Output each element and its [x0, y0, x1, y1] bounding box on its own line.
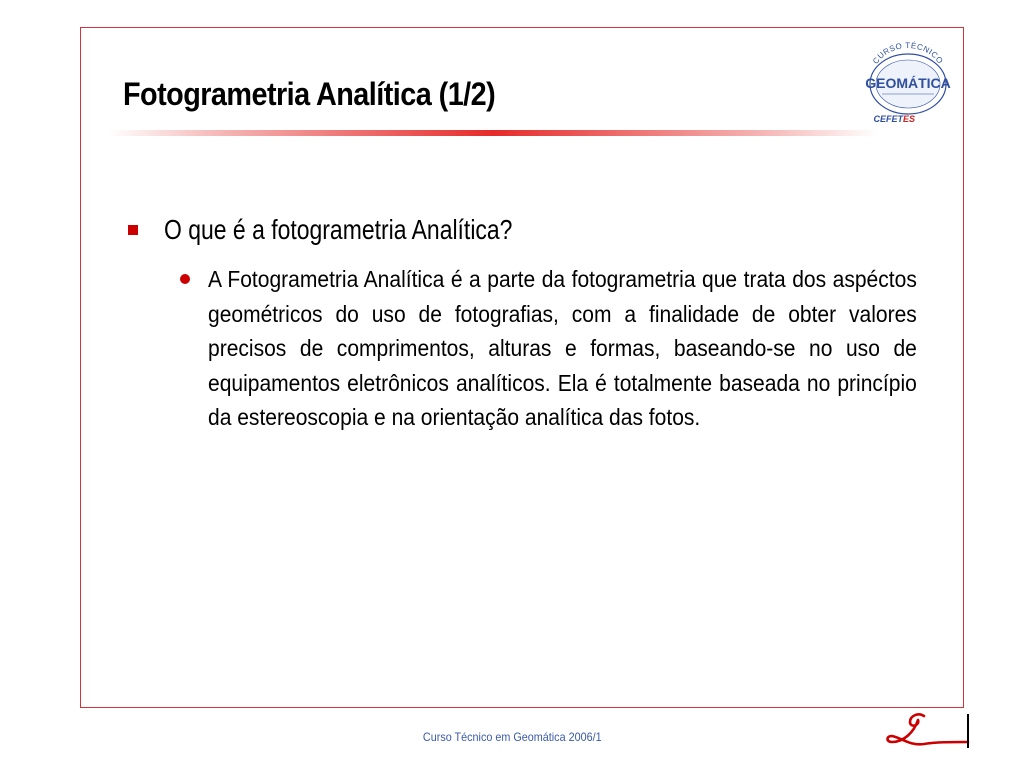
- bullet-level1: [128, 210, 928, 250]
- bullet-level2: [180, 262, 922, 435]
- script-l-icon: [880, 708, 972, 754]
- slide-title: Fotogrametria Analítica (1/2): [123, 76, 496, 112]
- logo-top-text: CURSO TÉCNICO: [871, 41, 945, 66]
- geomatica-logo: [860, 36, 956, 130]
- logo-main-text: GEOMÁTICA: [865, 75, 951, 91]
- bullet-level1-text: O que é a fotogrametria Analítica?: [164, 214, 513, 245]
- title-underline: [108, 130, 878, 136]
- square-bullet-icon: [128, 225, 138, 235]
- logo-cefet-text: CEFET: [873, 114, 903, 124]
- logo-es-text: ES: [903, 114, 916, 124]
- dot-bullet-icon: [180, 274, 190, 284]
- footer: [0, 730, 1024, 744]
- footer-text: Curso Técnico em Geomática 2006/1: [422, 730, 602, 744]
- bullet-level2-text: A Fotogrametria Analítica é a parte da fotogrametria que trata dos aspéctos geométricos do uso de fotografias, com a finalidade de obter valores precisos de comprimentos, alturas e formas, baseando-se no uso de equipamentos eletrônicos analíticos. Ela é totalmente baseada no princípio da estereoscopia e na orientação analítica das fotos.: [208, 266, 917, 430]
